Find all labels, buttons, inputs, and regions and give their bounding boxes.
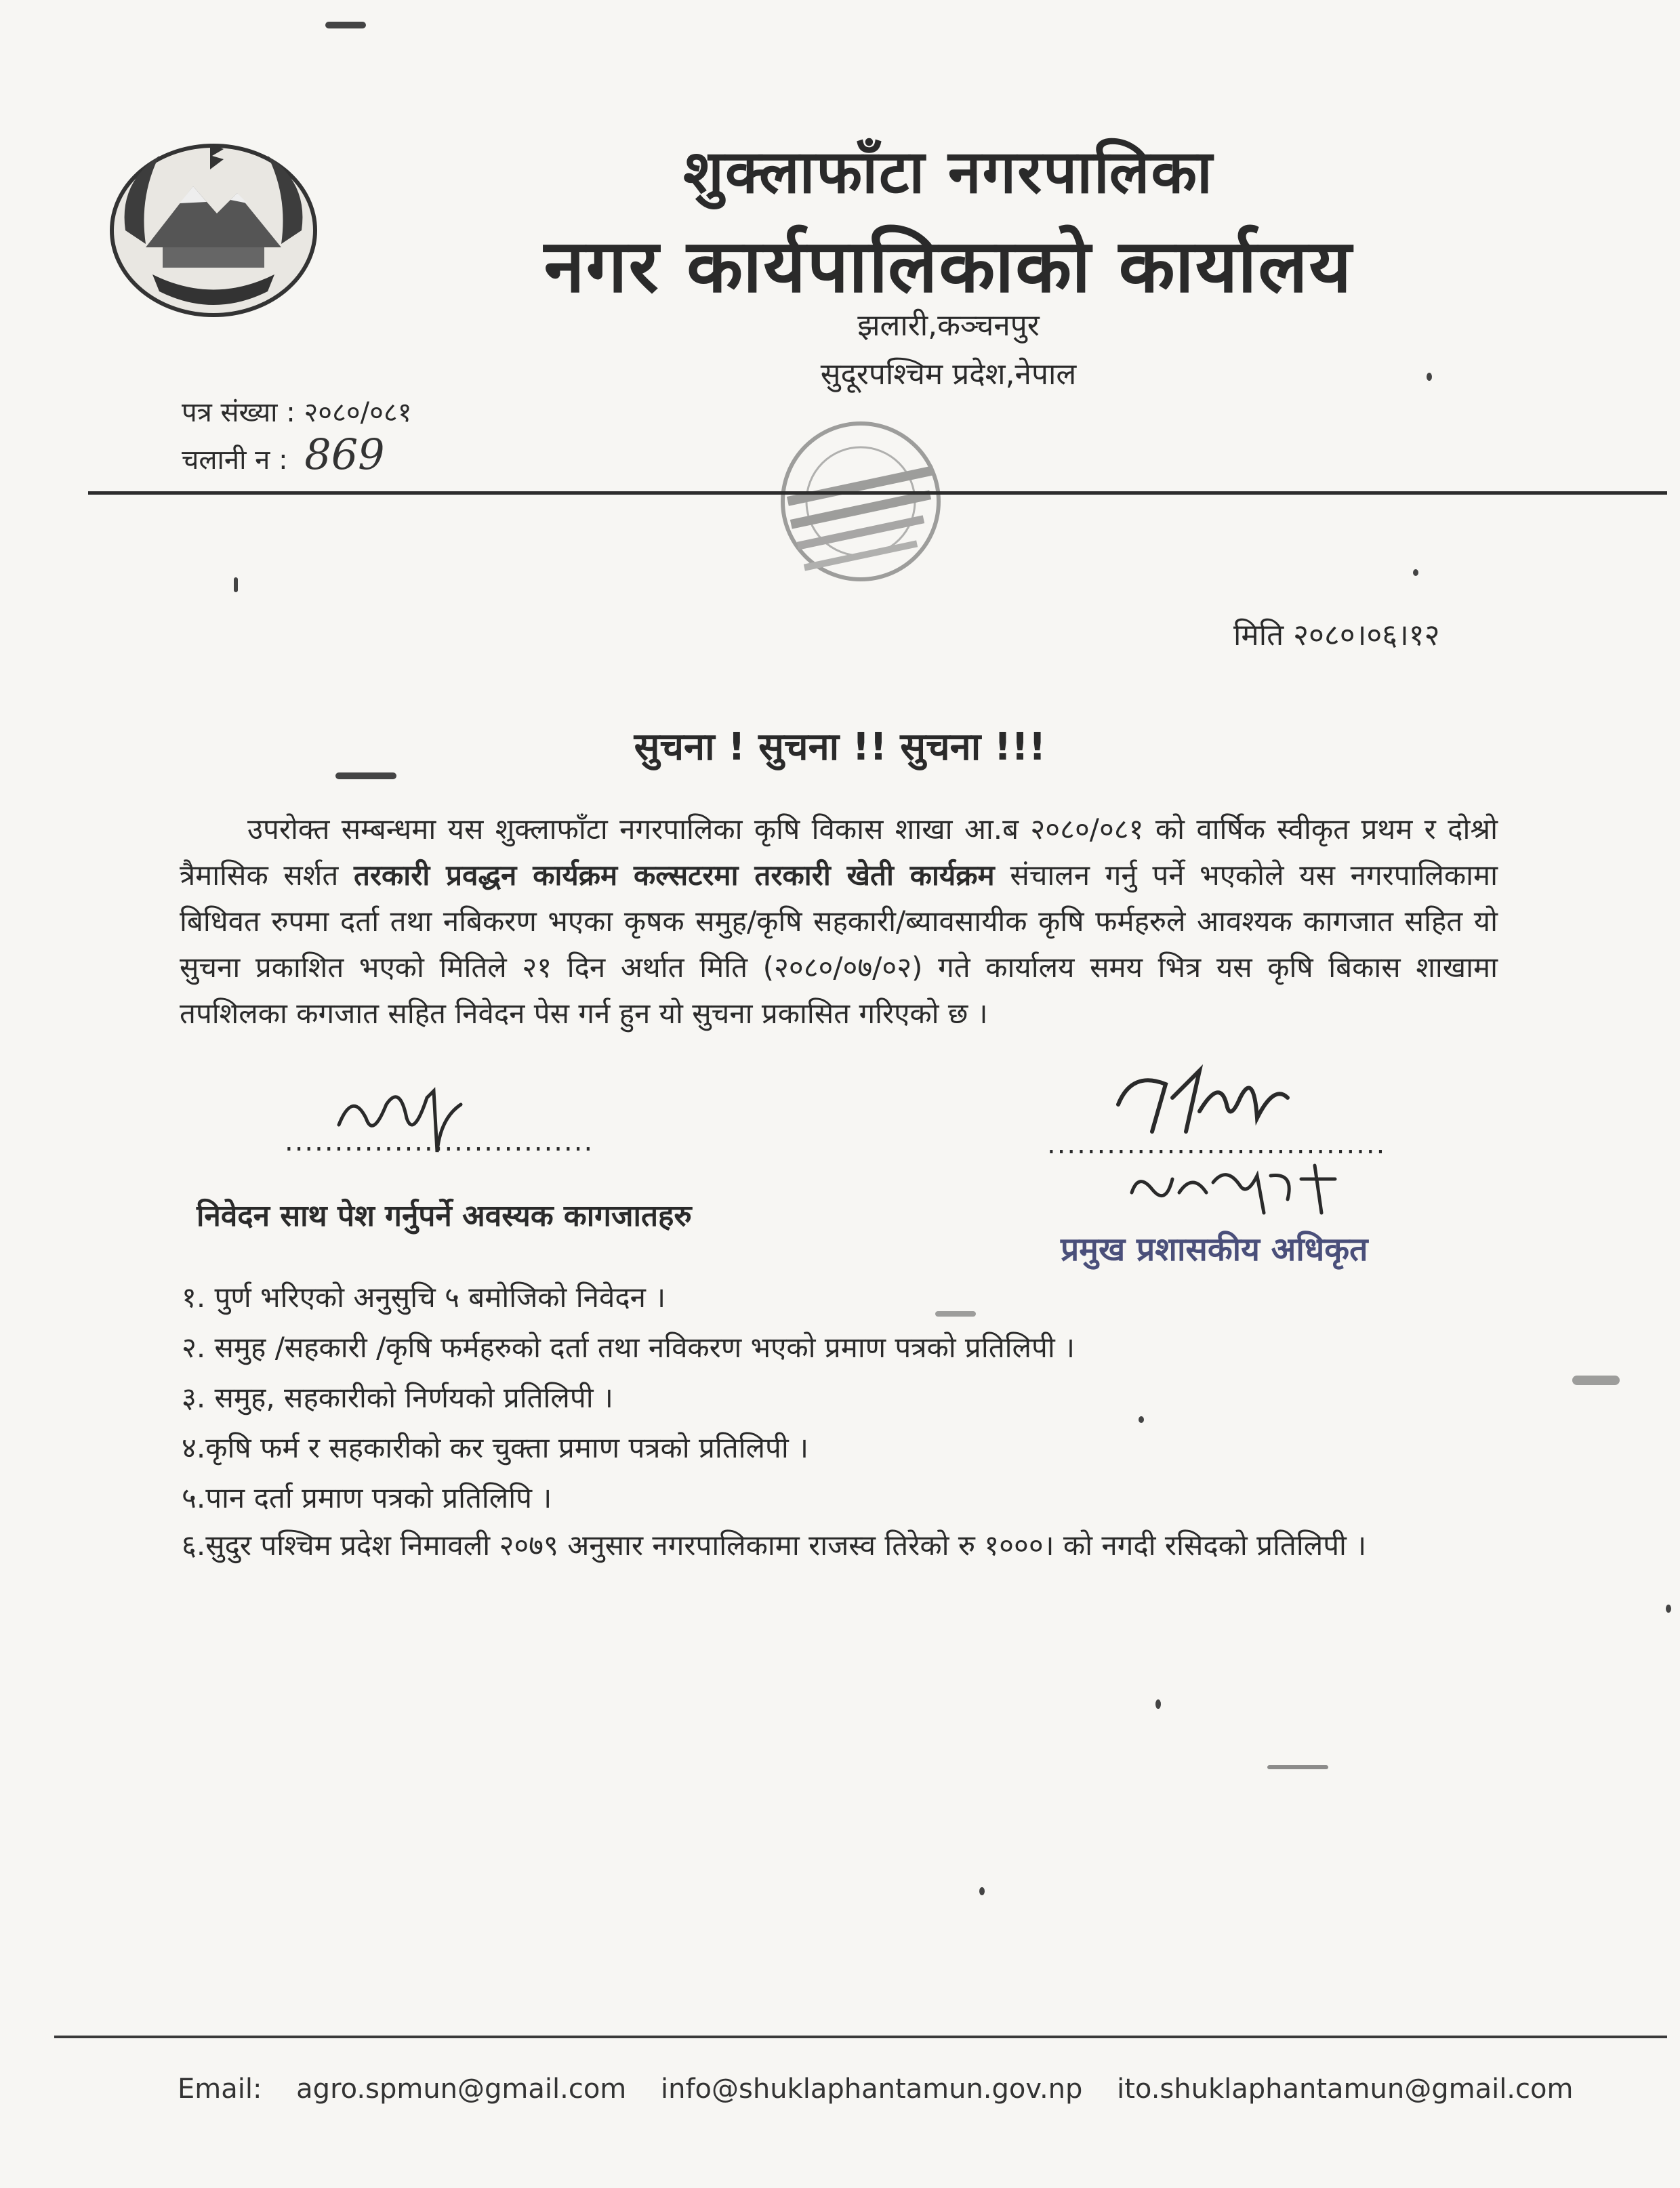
- notice-heading: सुचना ! सुचना !! सुचना !!!: [634, 725, 1046, 769]
- document-item: २. समुह /सहकारी /कृषि फर्महरुको दर्ता तथा नविकरण भएको प्रमाण पत्रको प्रतिलिपी ।: [182, 1331, 1075, 1364]
- reference-block: [182, 392, 412, 481]
- office-name: नगर कार्यपालिकाको कार्यालय: [544, 224, 1353, 309]
- officer-title: प्रमुख प्रशासकीय अधिकृत: [1061, 1231, 1368, 1268]
- scan-speck: [234, 577, 238, 592]
- scan-speck: [1666, 1605, 1671, 1613]
- scan-speck: [1413, 569, 1418, 576]
- required-documents-list: [182, 1273, 1500, 1568]
- footer-contact: [178, 2073, 1599, 2105]
- scan-speck: [979, 1887, 985, 1895]
- notice-body-part2: संचालन गर्नु पर्ने भएकोले यस नगरपालिकामा बिधिवत रुपमा दर्ता तथा नबिकरण भएका कृषक समुह/कृषि सहकारी/ब्यावसायीक कृषि फर्महरुले आवश्यक कागजात सहित यो सुचना प्रकाशित भएको मितिले २१ दिन अर्थात मिति (२०८०/०७/०२) गते कार्यालय समय भित्र यस कृषि बिकास शाखामा तपशिलका कगजात सहित निवेदन पेस गर्न हुन यो सुचना प्रकासित गरिएको छ ।: [180, 859, 1498, 1030]
- notice-date: मिति २०८०।०६।१२: [1233, 618, 1440, 653]
- left-signature-line: ...............................: [285, 1126, 594, 1157]
- notice-body-program-name: तरकारी प्रवद्धन कार्यक्रम कल्सटरमा तरकारी खेती कार्यक्रम: [353, 859, 995, 892]
- scan-speck: [1139, 1416, 1144, 1423]
- scan-speck: [325, 22, 366, 28]
- scan-speck: [1267, 1765, 1328, 1769]
- letter-number-value: २०८०/०८१: [304, 397, 412, 428]
- office-stamp: [749, 413, 972, 596]
- address-line-1: झलारी,कञ्चनपुर: [857, 308, 1040, 343]
- dispatch-number-row: [182, 430, 412, 481]
- letter-number-row: [182, 392, 412, 434]
- email-agro[interactable]: agro.spmun@gmail.com: [296, 2073, 627, 2105]
- required-documents-heading: निवेदन साथ पेश गर्नुपर्ने अवस्यक कागजातहरु: [197, 1199, 692, 1233]
- letter-number-label: पत्र संख्या :: [182, 397, 295, 428]
- footer-divider: [54, 2036, 1667, 2038]
- document-item: ५.पान दर्ता प्रमाण पत्रको प्रतिलिपि ।: [182, 1481, 552, 1514]
- dispatch-number-value: 869: [304, 430, 385, 479]
- document-item: १. पुर्ण भरिएको अनुसुचि ५ बमोजिको निवेदन ।: [182, 1281, 666, 1314]
- header-divider: [88, 491, 1667, 495]
- email-label: Email:: [178, 2073, 262, 2105]
- dispatch-number-label: चलानी न :: [182, 445, 288, 476]
- scan-speck: [1572, 1376, 1620, 1385]
- document-item: ६.सुदुर पश्चिम प्रदेश निमावली २०७९ अनुसार नगरपालिकामा राजस्व तिरेको रु १०००। को नगदी रसिदको प्रतिलिपी ।: [182, 1529, 1367, 1562]
- document-item: ४.कृषि फर्म र सहकारीको कर चुक्ता प्रमाण पत्रको प्रतिलिपी ।: [182, 1431, 809, 1464]
- document-item: ३. समुह, सहकारीको निर्णयको प्रतिलिपी ।: [182, 1381, 613, 1414]
- scan-speck: [335, 772, 396, 779]
- email-info[interactable]: info@shuklaphantamun.gov.np: [660, 2073, 1083, 2105]
- scan-speck: [935, 1311, 976, 1317]
- notice-body-part1: उपरोक्त सम्बन्धमा यस शुक्लाफाँटा नगरपालिका कृषि विकास शाखा आ.ब २०८०/०८१ को वार्षिक स्वीकृत प्रथम र दोश्रो त्रैमासिक सर्शत: [180, 812, 1498, 892]
- email-ito[interactable]: ito.shuklaphantamun@gmail.com: [1117, 2073, 1574, 2105]
- municipality-name: शुक्लाफाँटा नगरपालिका: [683, 137, 1214, 207]
- address-line-2: सुदूरपश्चिम प्रदेश,नेपाल: [820, 357, 1077, 392]
- right-signature-line: ..................................: [1047, 1129, 1387, 1160]
- notice-body: [180, 806, 1498, 1037]
- scan-speck: [1155, 1699, 1161, 1709]
- scan-speck: [1427, 373, 1432, 381]
